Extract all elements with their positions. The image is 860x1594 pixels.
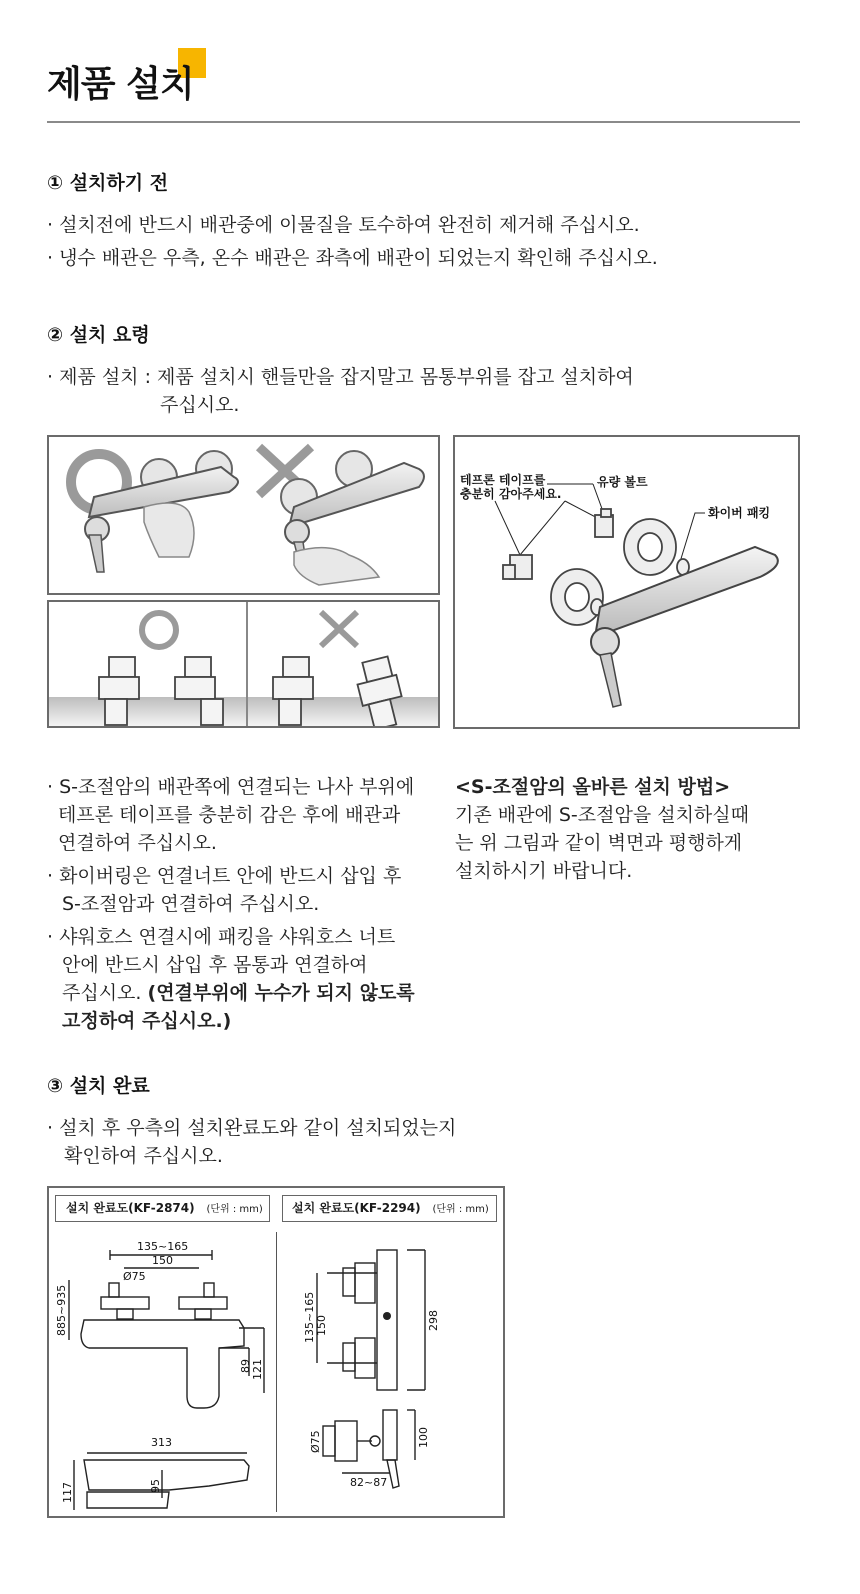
dim-82-87: 82~87 — [350, 1476, 388, 1489]
section1-bullet-2: · 냉수 배관은 우측, 온수 배관은 좌측에 배관이 되었는지 확인해 주십시오. — [47, 247, 658, 269]
section2-bullet-line2: 주십시오. — [160, 394, 240, 416]
callout-fiber-packing: 화이버 패킹 — [708, 506, 771, 520]
dim-150-right: 150 — [315, 1315, 328, 1336]
note-warning-emphasis: (연결부위에 누수가 되지 않도록 — [147, 982, 415, 1004]
note-line-6: · 샤워호스 연결시에 패킹을 샤워호스 너트 — [47, 926, 396, 948]
note-line-5: S-조절암과 연결하여 주십시오. — [62, 893, 320, 915]
title-divider — [47, 121, 800, 123]
dim-100: 100 — [417, 1427, 430, 1448]
diagram-left-drawing — [49, 1228, 275, 1516]
diagram-right-drawing — [277, 1228, 503, 1516]
holding-method-illustration — [47, 435, 440, 595]
dim-95: 95 — [149, 1479, 162, 1493]
correct-mark-icon — [142, 613, 176, 647]
dim-89: 89 — [239, 1359, 252, 1373]
note-line-7: 안에 반드시 삽입 후 몸통과 연결하여 — [62, 954, 368, 976]
section1-heading: ① 설치하기 전 — [47, 172, 169, 194]
faucet-left-icon — [85, 451, 238, 572]
dim-135-165-right: 135~165 — [303, 1291, 316, 1343]
wrong-mark-icon — [321, 612, 357, 646]
dim-117: 117 — [61, 1482, 74, 1503]
section3-bullet-line1: · 설치 후 우측의 설치완료도와 같이 설치되었는지 — [47, 1117, 457, 1139]
note-line-2: 테프론 테이프를 충분히 감은 후에 배관과 — [58, 804, 401, 826]
dim-298: 298 — [427, 1310, 440, 1331]
section2-heading: ② 설치 요령 — [47, 324, 150, 346]
side-note-line-2: 는 위 그림과 같이 벽면과 평행하게 — [455, 832, 743, 854]
dim-diameter-75: Ø75 — [123, 1270, 146, 1283]
diagram-left-title: 설치 완료도(KF-2874) — [66, 1201, 195, 1215]
mount-hole-icon — [383, 1312, 391, 1320]
note-line-3: 연결하여 주십시오. — [58, 832, 217, 854]
diagram-right-unit: (단위 : mm) — [432, 1204, 489, 1215]
s-arm-alignment-illustration — [47, 600, 440, 728]
diagram-right-title: 설치 완료도(KF-2294) — [292, 1201, 421, 1215]
section2-bullet-line1: · 제품 설치 : 제품 설치시 핸들만을 잡지말고 몸통부위를 잡고 설치하여 — [47, 366, 634, 388]
side-note-line-1: 기존 배관에 S-조절암을 설치하실때 — [455, 804, 749, 826]
dim-313: 313 — [151, 1436, 172, 1449]
section3-bullet-line2: 확인하여 주십시오. — [64, 1145, 223, 1167]
note-line-4: · 화이버링은 연결너트 안에 반드시 삽입 후 — [47, 865, 402, 887]
dim-diameter-75-right: Ø75 — [309, 1430, 322, 1453]
diagram-left-unit: (단위 : mm) — [206, 1204, 263, 1215]
dim-121: 121 — [251, 1359, 264, 1380]
note-line-1: · S-조절암의 배관쪽에 연결되는 나사 부위에 — [47, 776, 415, 798]
dim-885-935: 885~935 — [55, 1284, 68, 1336]
side-note-line-3: 설치하시기 바랍니다. — [455, 860, 633, 882]
page-title: 제품 설치 — [47, 64, 194, 105]
section3-heading: ③ 설치 완료 — [47, 1075, 150, 1097]
dim-135-165: 135~165 — [137, 1240, 189, 1253]
callout-teflon-tape-line1: 테프론 테이프를 — [460, 473, 546, 487]
callout-flow-bolt: 유량 볼트 — [597, 475, 648, 489]
section1-bullet-1: · 설치전에 반드시 배관중에 이물질을 토수하여 완전히 제거해 주십시오. — [47, 214, 640, 236]
installation-diagram-panel — [47, 1186, 505, 1518]
note-line-9: 고정하여 주십시오.) — [62, 1010, 232, 1032]
dim-150: 150 — [152, 1254, 173, 1267]
diagram-left-header — [55, 1195, 270, 1222]
callout-teflon-tape-line2: 충분히 감아주세요. — [460, 487, 562, 501]
side-note-title: <S-조절암의 올바른 설치 방법> — [455, 776, 731, 798]
parts-exploded-illustration — [453, 435, 800, 729]
diagram-right-header — [282, 1195, 497, 1222]
note-line-8: 주십시오. (연결부위에 누수가 되지 않도록 — [62, 982, 415, 1004]
faucet-right-icon — [281, 451, 424, 585]
